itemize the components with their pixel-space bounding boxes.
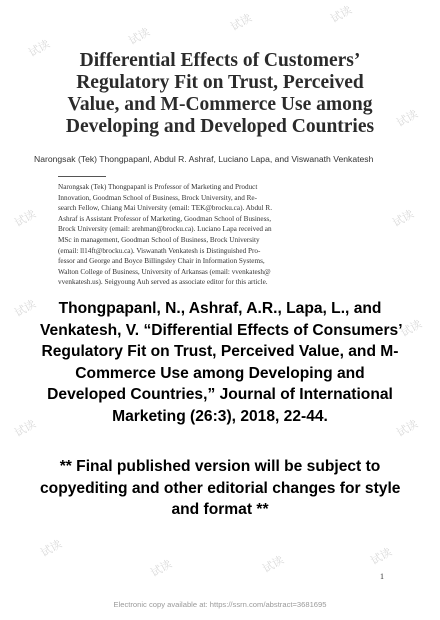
publication-notice bbox=[40, 456, 400, 521]
citation-line: Marketing (26:3), 2018, 22-44. bbox=[112, 407, 328, 425]
notice-line: copyediting and other editorial changes for style bbox=[40, 479, 401, 497]
bio-line: fessor and George and Boyce Billingsley Chair in Information Systems, bbox=[58, 257, 265, 266]
watermark: 试读 bbox=[368, 545, 395, 568]
bio-line: Narongsak (Tek) Thongpapanl is Professor of Marketing and Product bbox=[58, 183, 258, 191]
citation-line: Venkatesh, V. “Differential Effects of Consumers’ bbox=[40, 321, 403, 339]
paper-title bbox=[40, 50, 400, 138]
citation-line: Regulatory Fit on Trust, Perceived Value, and M- bbox=[41, 343, 399, 360]
author-list: Narongsak (Tek) Thongpapanl, Abdul R. Ashraf, Luciano Lapa, and Viswanath Venkatesh bbox=[34, 154, 374, 164]
citation-block bbox=[40, 298, 403, 427]
title-line: Differential Effects of Customers’ bbox=[79, 50, 361, 71]
watermark: 试读 bbox=[228, 11, 255, 34]
citation-line: Developed Countries,” Journal of International bbox=[47, 386, 393, 403]
bio-line: vvenkatesh.us). Seigyoung Auh served as associate editor for this article. bbox=[58, 278, 268, 287]
watermark: 试读 bbox=[394, 107, 421, 130]
bio-line: Ashraf is Assistant Professor of Marketing, Goodman School of Business, bbox=[58, 214, 272, 223]
watermark: 试读 bbox=[260, 553, 287, 576]
notice-line: ** Final published version will be subject to bbox=[59, 458, 381, 475]
bio-line: Brock University (email: arehman@brocku.ca). Luciano Lapa received an bbox=[58, 225, 272, 234]
ssrn-footer: Electronic copy available at: https://ssrn.com/abstract=3681695 bbox=[113, 600, 327, 609]
bio-line: Innovation, Goodman School of Business, Brock University, and Re- bbox=[58, 193, 257, 202]
citation-line: Thongpapanl, N., Ashraf, A.R., Lapa, L., and bbox=[58, 300, 382, 317]
watermark: 试读 bbox=[38, 537, 65, 560]
title-line: Developing and Developed Countries bbox=[65, 116, 375, 137]
bio-line: (email: ll14ft@brocku.ca). Viswanath Venkatesh is Distinguished Pro- bbox=[58, 246, 261, 255]
author-bio bbox=[58, 182, 370, 288]
watermark: 试读 bbox=[12, 297, 39, 320]
bio-line: Walton College of Business, University of Arkansas (email: vvenkatesh@ bbox=[58, 267, 271, 276]
watermark: 试读 bbox=[390, 207, 417, 230]
watermark: 试读 bbox=[394, 417, 421, 440]
notice-line: and format ** bbox=[171, 501, 269, 518]
watermark: 试读 bbox=[148, 557, 175, 580]
page-number: 1 bbox=[380, 572, 384, 581]
watermark: 试读 bbox=[12, 207, 39, 230]
title-line: Value, and M-Commerce Use among bbox=[67, 94, 373, 115]
watermark: 试读 bbox=[328, 3, 355, 26]
watermark: 试读 bbox=[126, 25, 153, 48]
title-line: Regulatory Fit on Trust, Perceived bbox=[76, 72, 364, 93]
watermark: 试读 bbox=[12, 417, 39, 440]
bio-divider bbox=[58, 176, 106, 177]
bio-line: search Fellow, Chiang Mai University (email: TEK@brocku.ca). Abdul R. bbox=[58, 204, 273, 213]
watermark: 试读 bbox=[26, 37, 53, 60]
watermark: 试读 bbox=[398, 317, 425, 340]
bio-line: MSc in management, Goodman School of Business, Brock University bbox=[58, 235, 260, 244]
citation-line: Commerce Use among Developing and bbox=[75, 364, 365, 382]
